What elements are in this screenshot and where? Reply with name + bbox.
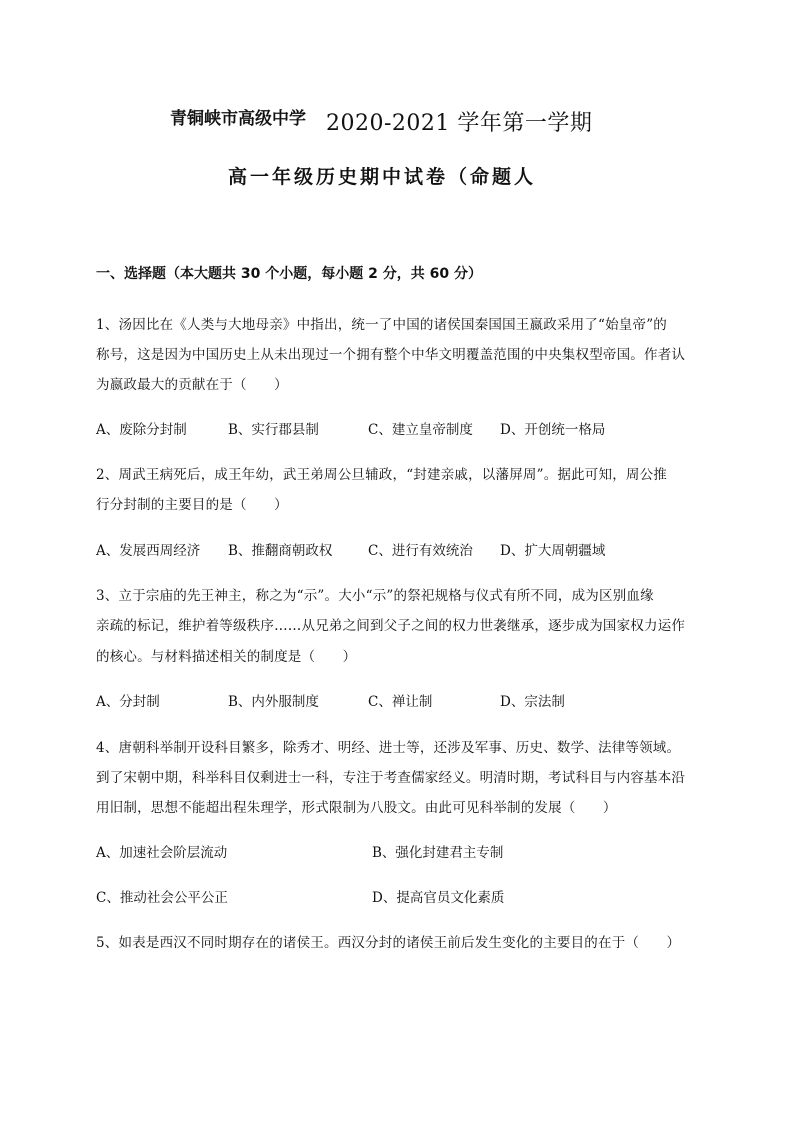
- question-1-option-a[interactable]: A、废除分封制: [96, 422, 187, 438]
- question-1-line-1: 1、汤因比在《人类与大地母亲》中指出，统一了中国的诸侯国秦国国王嬴政采用了“始皇帝”的: [96, 317, 667, 333]
- section-title: 一、选择题（本大题共 30 个小题，每小题 2 分，共 60 分）: [96, 266, 482, 282]
- question-3-option-b[interactable]: B、内外服制度: [228, 694, 319, 710]
- question-4-option-a[interactable]: A、加速社会阶层流动: [96, 845, 228, 861]
- question-3-option-c[interactable]: C、禅让制: [368, 694, 433, 710]
- question-3-option-a[interactable]: A、分封制: [96, 694, 160, 710]
- question-2-option-a[interactable]: A、发展西周经济: [96, 543, 201, 559]
- question-2-option-b[interactable]: B、推翻商朝政权: [228, 543, 333, 559]
- question-4-option-c[interactable]: C、推动社会公平公正: [96, 890, 228, 906]
- term-title: 2020-2021 学年第一学期: [326, 111, 593, 136]
- question-5-line-1: 5、如表是西汉不同时期存在的诸侯王。西汉分封的诸侯王前后发生变化的主要目的在于（ ）: [96, 935, 681, 951]
- question-2-line-1: 2、周武王病死后，成王年幼，武王弟周公旦辅政，“封建亲戚，以藩屏周”。据此可知，周公推: [96, 467, 667, 483]
- question-3-line-2: 亲疏的标记，维护着等级秩序……从兄弟之间到父子之间的权力世袭继承，逐步成为国家权力运作: [96, 618, 686, 634]
- question-4-line-2: 到了宋朝中期，科举科目仅剩进士一科，专注于考查儒家经义。明清时期，考试科目与内容基本沿: [96, 770, 686, 786]
- question-4-line-1: 4、唐朝科举制开设科目繁多，除秀才、明经、进士等，还涉及军事、历史、数学、法律等领域。: [96, 740, 681, 756]
- exam-subtitle: 高一年级历史期中试卷（命题人: [228, 166, 537, 188]
- question-1-option-d[interactable]: D、开创统一格局: [500, 422, 606, 438]
- question-3-line-3: 的核心。与材料描述相关的制度是（ ）: [96, 649, 357, 665]
- question-2-option-c[interactable]: C、进行有效统治: [368, 543, 473, 559]
- question-4-option-d[interactable]: D、提高官员文化素质: [372, 890, 505, 906]
- question-3-option-d[interactable]: D、宗法制: [500, 694, 565, 710]
- question-1-option-b[interactable]: B、实行郡县制: [228, 422, 319, 438]
- subtitle-clip: [210, 160, 590, 188]
- question-2-line-2: 行分封制的主要目的是（ ）: [96, 497, 288, 513]
- question-1-line-3: 为嬴政最大的贡献在于（ ）: [96, 377, 288, 393]
- question-2-option-d[interactable]: D、扩大周朝疆域: [500, 543, 606, 559]
- question-3-line-1: 3、立于宗庙的先王神主，称之为“示”。大小“示”的祭祀规格与仪式有所不同，成为区别血缘: [96, 588, 654, 604]
- question-4-line-3: 用旧制，思想不能超出程朱理学，形式限制为八股文。由此可见科举制的发展（ ）: [96, 800, 617, 816]
- school-name: 青铜峡市高级中学: [170, 109, 306, 129]
- question-1-option-c[interactable]: C、建立皇帝制度: [368, 422, 473, 438]
- question-4-option-b[interactable]: B、强化封建君主专制: [372, 845, 504, 861]
- question-1-line-2: 称号，这是因为中国历史上从未出现过一个拥有整个中华文明覆盖范围的中央集权型帝国。作者认: [96, 347, 686, 363]
